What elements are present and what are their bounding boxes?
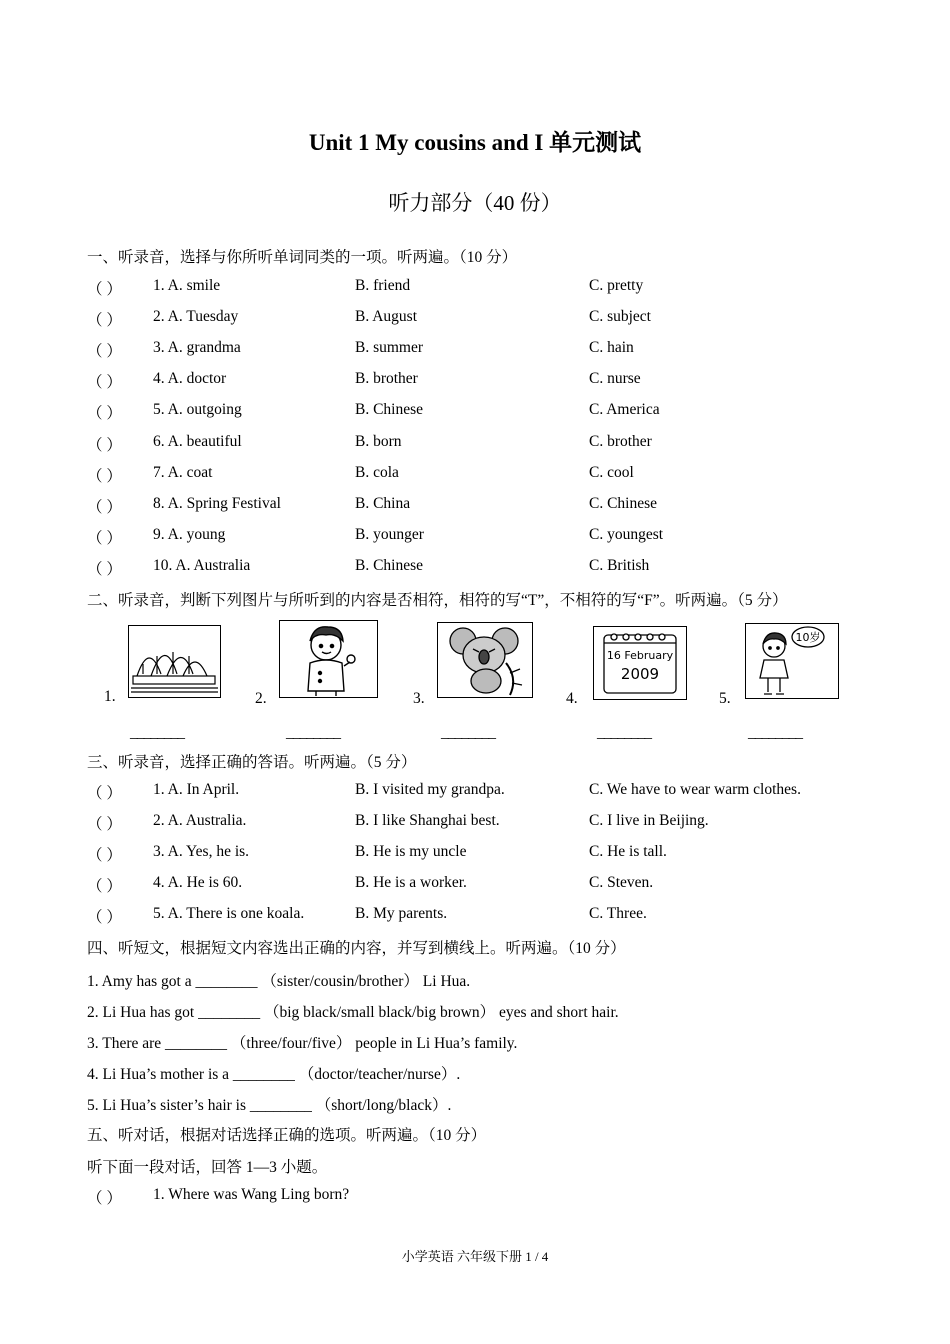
- page-title: Unit 1 My cousins and I 单元测试: [308, 130, 642, 155]
- picture-number: 3.: [413, 690, 425, 707]
- age-bubble-text: 10岁: [795, 631, 821, 644]
- page-subtitle: 听力部分（40 份）: [388, 191, 562, 215]
- option-c: C. Three.: [589, 905, 647, 923]
- answer-paren[interactable]: （ ）: [87, 281, 122, 298]
- answer-paren[interactable]: （ ）: [87, 312, 122, 330]
- fill-in-line: 2. Li Hua has got ________ （big black/small black/big brown） eyes and short hair.: [87, 1004, 619, 1021]
- answer-paren[interactable]: （ ）: [87, 405, 122, 423]
- option-a: 3. A. Yes, he is.: [153, 843, 250, 861]
- option-b: B. I visited my grandpa.: [355, 781, 505, 798]
- page-footer: 小学英语 六年级下册 1 / 4: [401, 1249, 549, 1264]
- option-c: C. Chinese: [589, 494, 658, 512]
- option-b: B. Chinese: [355, 556, 424, 574]
- option-a: 9. A. young: [153, 525, 226, 543]
- answer-blank[interactable]: ________: [441, 724, 495, 741]
- picture-number: 4.: [566, 690, 578, 707]
- answer-blank[interactable]: ________: [286, 724, 340, 741]
- opera-house-icon: [128, 625, 221, 698]
- question-text: 1. Where was Wang Ling born?: [153, 1186, 350, 1203]
- option-b: B. August: [355, 308, 418, 326]
- option-b: B. I like Shanghai best.: [355, 812, 500, 830]
- option-a: 2. A. Tuesday: [153, 308, 239, 326]
- option-b: B. My parents.: [355, 905, 448, 923]
- fill-in-line: 3. There are ________ （three/four/five） people in Li Hua’s family.: [87, 1035, 518, 1052]
- picture-number: 5.: [719, 690, 731, 707]
- option-c: C. He is tall.: [589, 843, 667, 861]
- option-c: C. Steven.: [589, 874, 654, 892]
- fill-in-line: 5. Li Hua’s sister’s hair is ________ （short/long/black）.: [87, 1097, 452, 1114]
- option-b: B. Chinese: [355, 401, 424, 419]
- option-c: C. subject: [589, 308, 651, 326]
- picture-number: 2.: [255, 690, 267, 707]
- picture-number: 1.: [104, 688, 116, 705]
- option-c: C. brother: [589, 432, 652, 450]
- option-a: 5. A. outgoing: [153, 401, 242, 419]
- option-b: B. summer: [355, 339, 424, 357]
- option-b: B. born: [355, 432, 402, 450]
- answer-paren[interactable]: （ ）: [87, 560, 122, 578]
- doctor-girl-icon: [279, 620, 378, 698]
- answer-paren[interactable]: （ ）: [87, 374, 122, 392]
- answer-blank[interactable]: ________: [130, 724, 184, 741]
- option-b: B. brother: [355, 370, 418, 388]
- option-a: 5. A. There is one koala.: [153, 905, 305, 923]
- section4-heading: 四、听短文，根据短文内容选出正确的内容，并写到横线上。听两遍。（10 分）: [87, 940, 626, 957]
- option-c: C. America: [589, 401, 660, 419]
- option-c: C. hain: [589, 339, 634, 357]
- option-c: C. I live in Beijing.: [589, 812, 709, 830]
- option-a: 3. A. grandma: [153, 339, 241, 357]
- section2-heading: 二、听录音，判断下列图片与所听到的内容是否相符，相符的写“T”，不相符的写“F”。听两遍。（5 分）: [87, 592, 788, 609]
- answer-blank[interactable]: ________: [748, 724, 802, 741]
- answer-paren[interactable]: （ ）: [87, 816, 122, 834]
- section3-heading: 三、听录音，选择正确的答语。听两遍。（5 分）: [87, 754, 417, 771]
- option-a: 7. A. coat: [153, 463, 213, 481]
- answer-paren[interactable]: （ ）: [87, 1190, 122, 1207]
- calendar-year: 2009: [620, 665, 660, 683]
- answer-paren[interactable]: （ ）: [87, 847, 122, 865]
- option-a: 6. A. beautiful: [153, 432, 242, 450]
- option-a: 8. A. Spring Festival: [153, 494, 281, 512]
- answer-paren[interactable]: （ ）: [87, 467, 122, 485]
- section5-heading: 五、听对话，根据对话选择正确的选项。听两遍。（10 分）: [87, 1127, 487, 1144]
- option-c: C. nurse: [589, 370, 641, 388]
- option-b: B. He is my uncle: [355, 843, 467, 861]
- girl-age-icon: [745, 623, 839, 699]
- answer-paren[interactable]: （ ）: [87, 436, 122, 454]
- answer-paren[interactable]: （ ）: [87, 878, 122, 896]
- answer-paren[interactable]: （ ）: [87, 909, 122, 927]
- calendar-icon: [593, 626, 687, 700]
- option-b: B. cola: [355, 463, 399, 481]
- option-c: C. We have to wear warm clothes.: [589, 781, 801, 798]
- answer-blank[interactable]: ________: [597, 724, 651, 741]
- option-a: 1. A. In April.: [153, 781, 240, 798]
- section1-heading: 一、听录音，选择与你所听单词同类的一项。听两遍。（10 分）: [87, 249, 518, 266]
- option-b: B. friend: [355, 277, 411, 294]
- option-a: 2. A. Australia.: [153, 812, 247, 830]
- option-c: C. youngest: [589, 525, 664, 543]
- option-c: C. cool: [589, 463, 634, 481]
- option-c: C. British: [589, 556, 650, 574]
- option-a: 1. A. smile: [153, 277, 221, 294]
- option-a: 4. A. doctor: [153, 370, 227, 388]
- answer-paren[interactable]: （ ）: [87, 498, 122, 516]
- answer-paren[interactable]: （ ）: [87, 785, 122, 802]
- option-b: B. China: [355, 494, 411, 512]
- fill-in-line: 1. Amy has got a ________ （sister/cousin/brother） Li Hua.: [87, 973, 471, 990]
- fill-in-line: 4. Li Hua’s mother is a ________ （doctor/teacher/nurse）.: [87, 1066, 461, 1083]
- option-b: B. younger: [355, 525, 424, 543]
- answer-paren[interactable]: （ ）: [87, 529, 122, 547]
- option-c: C. pretty: [589, 277, 644, 294]
- option-a: 4. A. He is 60.: [153, 874, 243, 892]
- calendar-date: 16 February: [606, 649, 674, 662]
- option-a: 10. A. Australia: [153, 556, 251, 574]
- section5-intro: 听下面一段对话，回答 1—3 小题。: [87, 1159, 328, 1176]
- koala-icon: [437, 622, 533, 698]
- answer-paren[interactable]: （ ）: [87, 343, 122, 361]
- option-b: B. He is a worker.: [355, 874, 467, 892]
